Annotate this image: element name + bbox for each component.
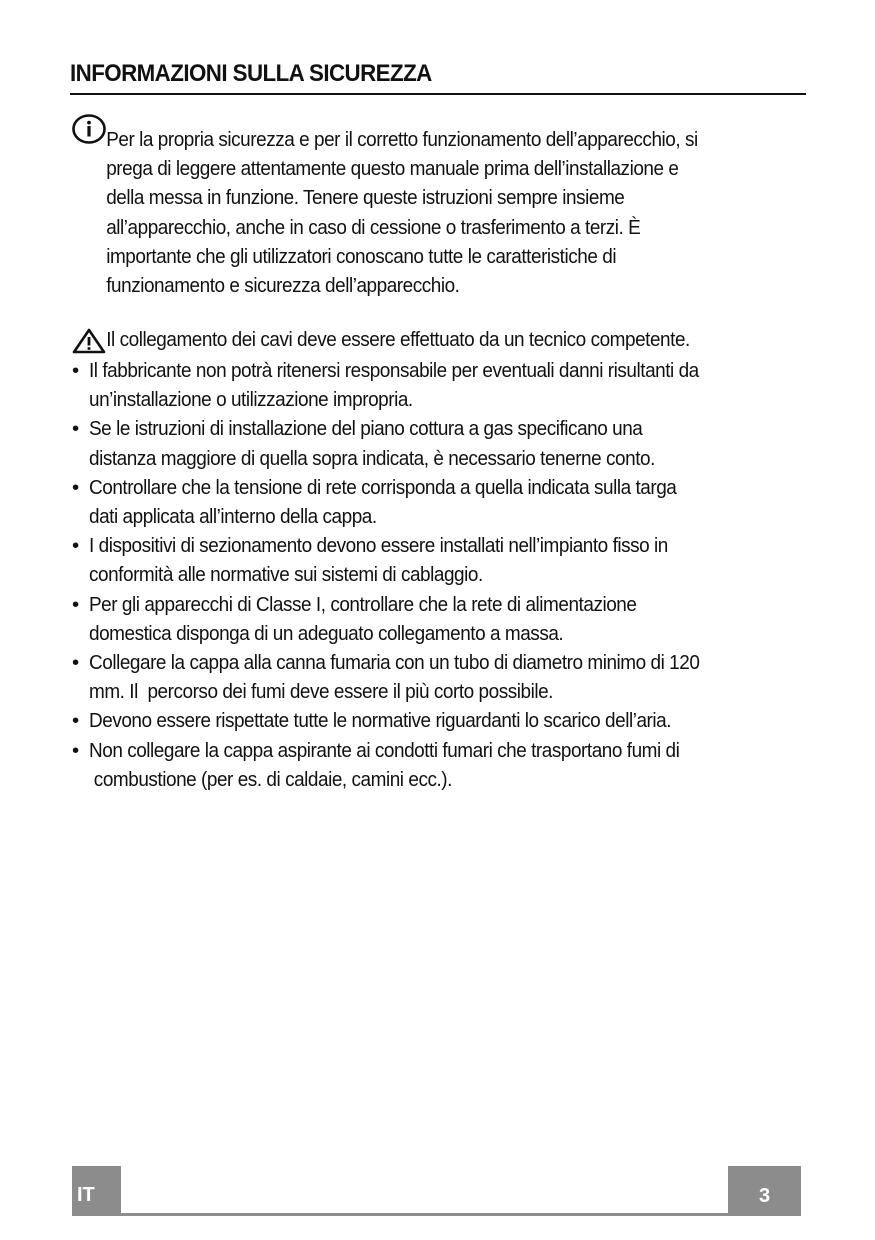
list-item (72, 590, 812, 648)
list-item-line: distanza maggiore di quella sopra indicata, è necessario tenerne conto. (89, 446, 655, 470)
list-item (72, 414, 812, 472)
bullet-icon: • (72, 738, 79, 762)
info-line: importante che gli utilizzatori conoscano tutte le caratteristiche di (106, 244, 617, 268)
list-item-line: Collegare la cappa alla canna fumaria con un tubo di diametro minimo di 120 (89, 651, 700, 675)
list-item-line: domestica disponga di un adeguato collegamento a massa. (89, 621, 564, 645)
list-item-line: Per gli apparecchi di Classe I, controllare che la rete di alimentazione (89, 592, 637, 616)
bullet-icon: • (72, 709, 79, 733)
list-item-line: Devono essere rispettate tutte le normative riguardanti lo scarico dell’aria. (89, 709, 672, 733)
footer-divider (121, 1213, 728, 1216)
bullet-icon: • (72, 592, 79, 616)
bullet-icon: • (72, 651, 79, 675)
bullet-icon: • (72, 534, 79, 558)
list-item-line: Non collegare la cappa aspirante ai condotti fumari che trasportano fumi di (89, 738, 680, 762)
safety-bullet-list (72, 356, 812, 794)
warning-text: Il collegamento dei cavi deve essere effettuato da un tecnico competente. (106, 328, 690, 351)
info-line: all’apparecchio, anche in caso di cessione o trasferimento a terzi. È (106, 215, 641, 239)
list-item-line: conformità alle normative sui sistemi di cablaggio. (89, 563, 483, 587)
list-item-line: dati applicata all’interno della cappa. (89, 505, 377, 529)
list-item (72, 736, 812, 794)
list-item-line: Il fabbricante non potrà ritenersi responsabile per eventuali danni risultanti da (89, 359, 699, 382)
info-section (72, 114, 812, 300)
info-line: Per la propria sicurezza e per il corretto funzionamento dell’apparecchio, si (106, 128, 698, 151)
list-item-line: Controllare che la tensione di rete corrisponda a quella indicata sulla targa (89, 475, 677, 499)
title-divider (70, 93, 806, 95)
info-paragraph (72, 114, 800, 300)
bullet-icon: • (72, 359, 79, 382)
list-item-line: un’installazione o utilizzazione impropria. (89, 388, 413, 412)
list-item (72, 648, 812, 706)
list-item (72, 473, 812, 531)
info-line: della messa in funzione. Tenere queste istruzioni sempre insieme (106, 186, 625, 210)
page-number: 3 (728, 1166, 801, 1216)
page-footer (72, 1166, 801, 1216)
list-item-line: combustione (per es. di caldaie, camini ecc.). (89, 767, 452, 791)
list-item-line: mm. Il percorso dei fumi deve essere il più corto possibile. (89, 680, 553, 704)
page-title: INFORMAZIONI SULLA SICUREZZA (70, 60, 432, 87)
info-line: funzionamento e sicurezza dell’apparecchio. (106, 274, 460, 298)
bullet-icon: • (72, 475, 79, 499)
info-line: prega di leggere attentamente questo manuale prima dell’installazione e (106, 157, 679, 181)
list-item (72, 706, 812, 735)
list-item (72, 531, 812, 589)
list-item-line: I dispositivi di sezionamento devono essere installati nell’impianto fisso in (89, 534, 668, 558)
language-badge: IT (72, 1166, 121, 1216)
list-item-line: Se le istruzioni di installazione del piano cottura a gas specificano una (89, 417, 643, 441)
list-item (72, 356, 812, 414)
warning-section (72, 325, 812, 355)
bullet-icon: • (72, 417, 79, 441)
